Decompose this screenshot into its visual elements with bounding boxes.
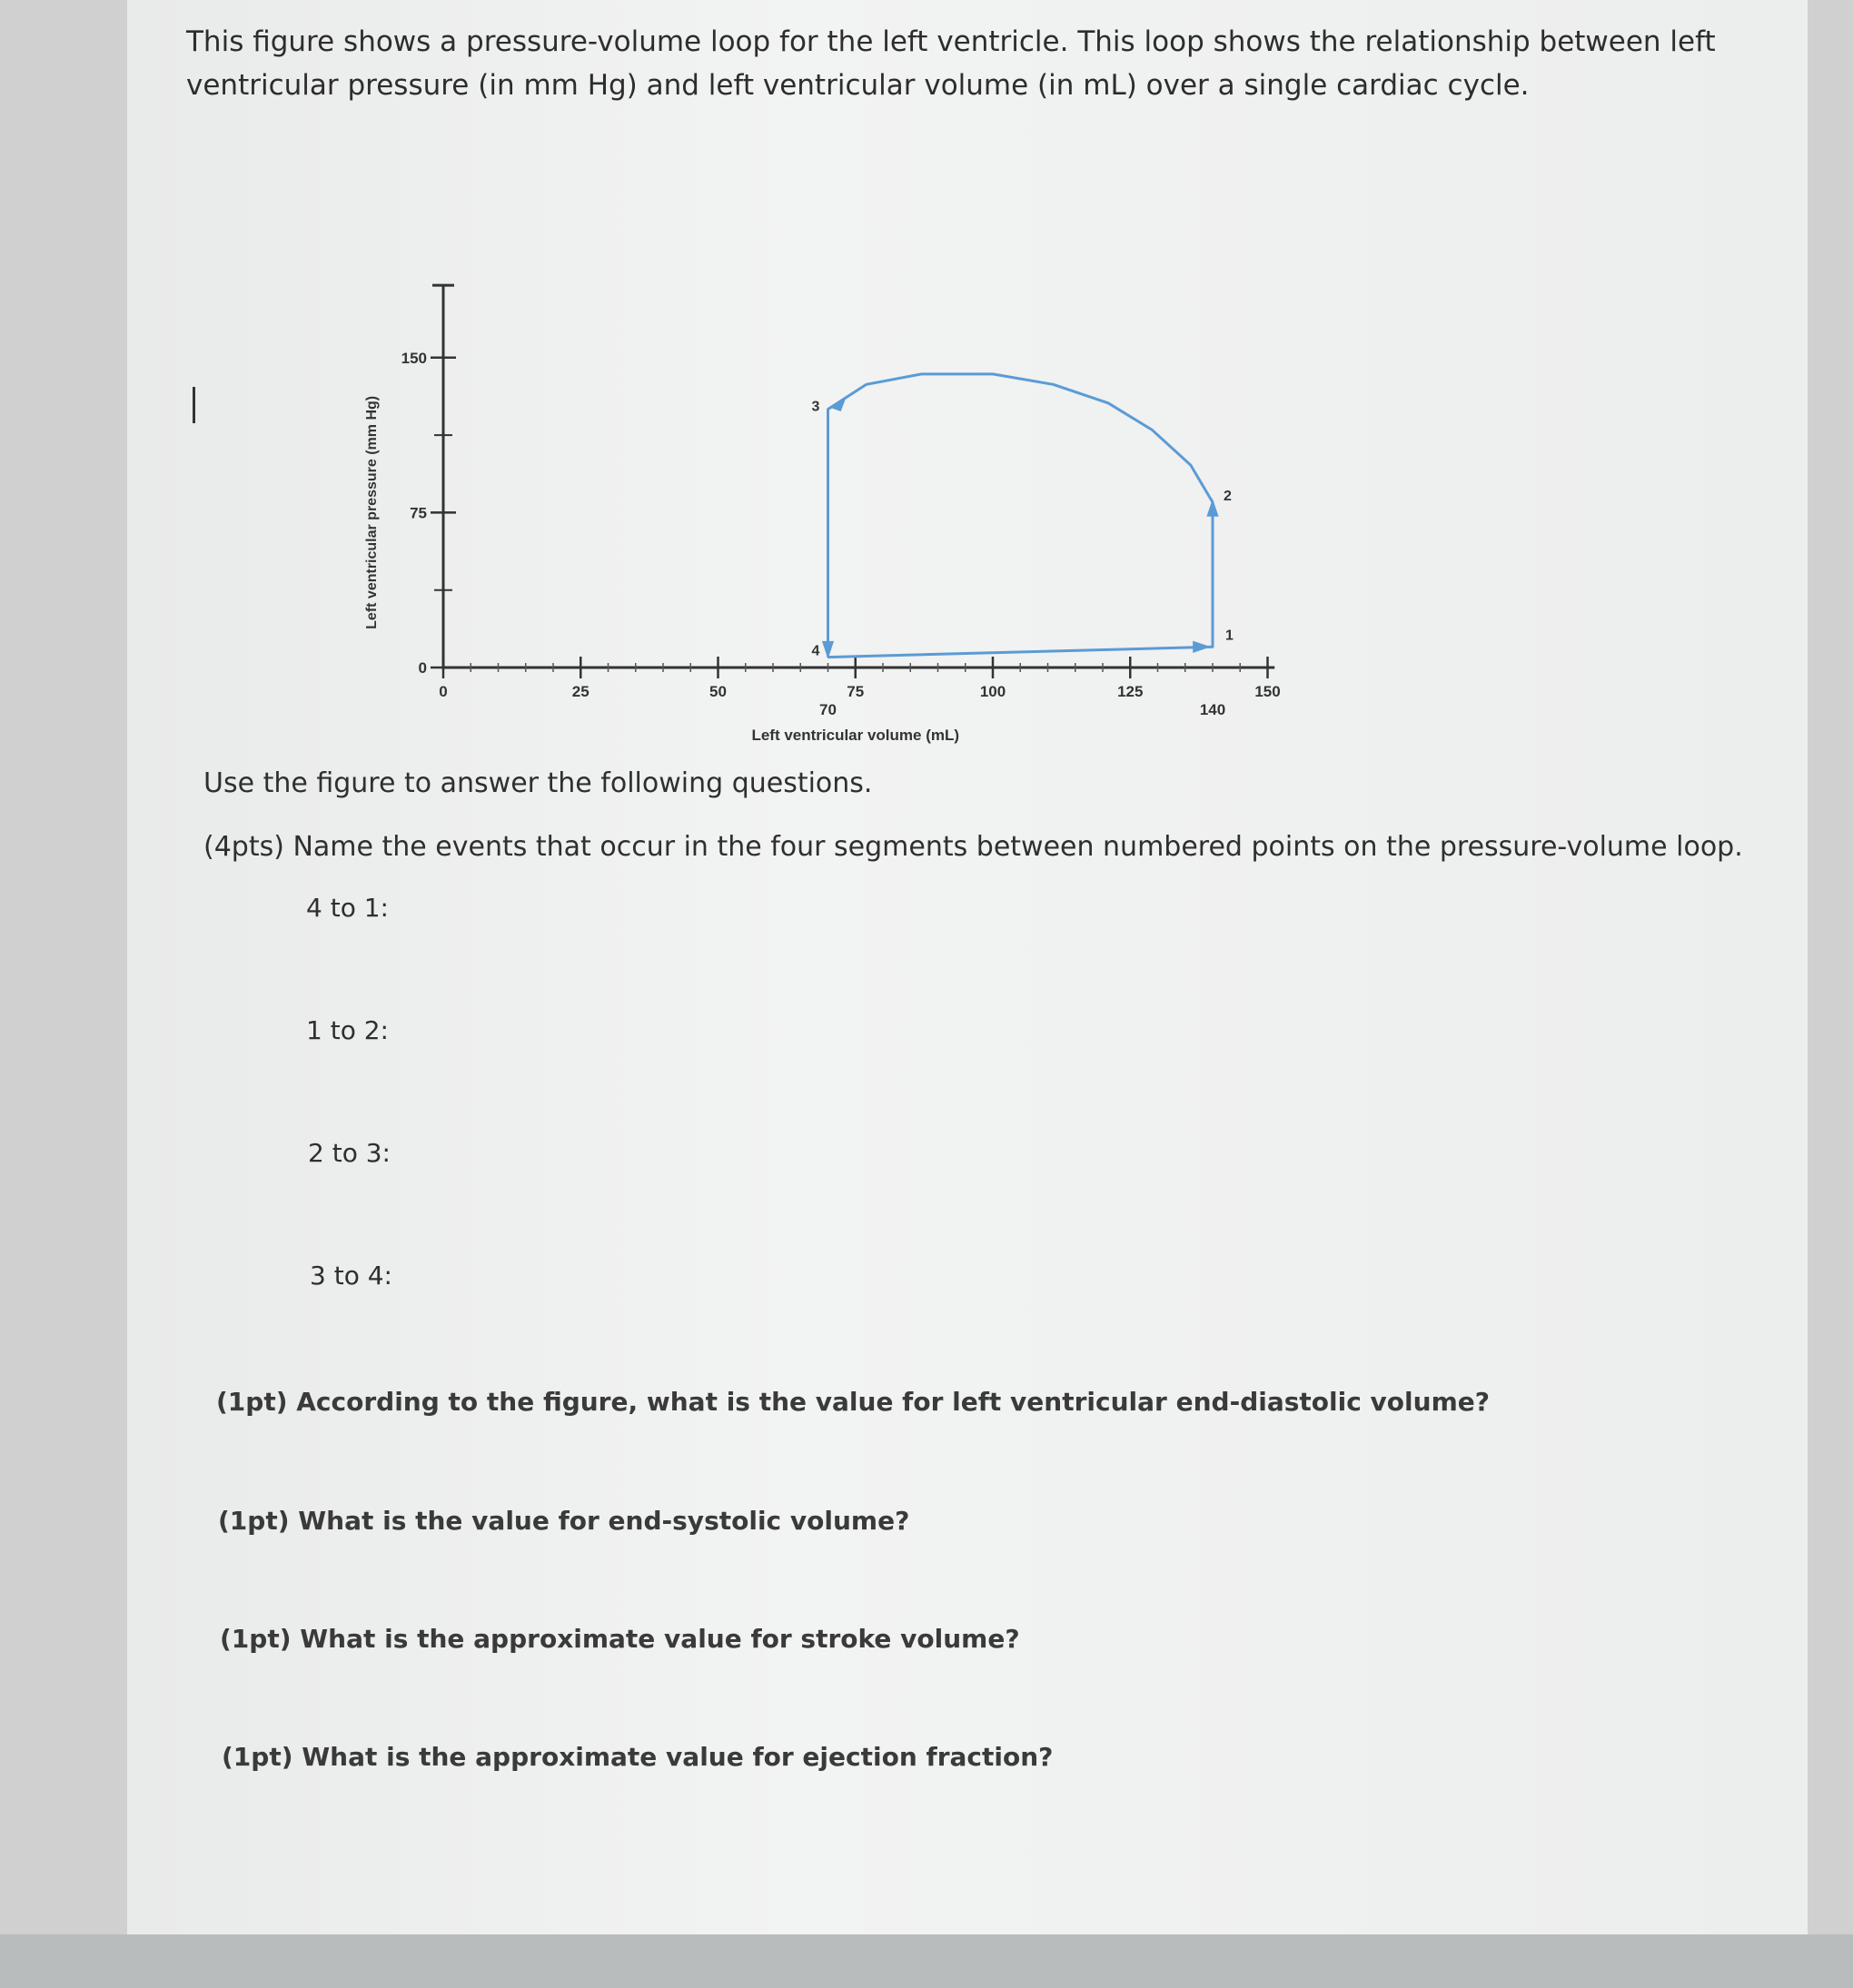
text-cursor	[193, 387, 195, 423]
intro-paragraph: This figure shows a pressure-volume loop for the left ventricle. This loop shows the relationship between left ventricular pressure (in mm Hg) and left ventricular volume (in mL) over a single cardiac cycle.	[186, 25, 1716, 102]
y-tick-label: 75	[410, 504, 427, 522]
segment-2-to-3: 2 to 3:	[308, 1138, 391, 1168]
y-tick-label: 150	[401, 349, 427, 367]
question-edv: (1pt) According to the figure, what is the value for left ventricular end-diastolic volume?	[216, 1387, 1490, 1417]
chart-loop	[822, 374, 1219, 659]
x-axis-title: Left ventricular volume (mL)	[751, 727, 960, 744]
segment-3-to-4: 3 to 4:	[310, 1261, 392, 1291]
x-tick-label: 150	[1254, 683, 1281, 700]
question-esv: (1pt) What is the value for end-systolic volume?	[218, 1506, 910, 1536]
point-label-2: 2	[1224, 489, 1232, 504]
x-tick-label: 50	[709, 683, 727, 700]
y-tick-label: 0	[418, 659, 427, 677]
x-tick-label: 125	[1117, 683, 1144, 700]
chart-point-labels	[812, 400, 1234, 659]
x-tick-label: 100	[979, 683, 1006, 700]
pressure-volume-loop	[828, 374, 1214, 658]
chart-axes	[364, 285, 1274, 744]
events-question: (4pts) Name the events that occur in the four segments between numbered points on the pressure-volume loop.	[203, 831, 1743, 863]
x-tick-label: 75	[847, 683, 865, 700]
point-label-3: 3	[811, 399, 820, 415]
arrow-to-point-2	[1206, 499, 1218, 517]
pressure-volume-chart	[345, 136, 1281, 772]
question-ejection-fraction: (1pt) What is the approximate value for ejection fraction?	[222, 1742, 1054, 1772]
x-tick-label: 0	[439, 683, 448, 700]
arrow-to-point-1	[1193, 641, 1211, 653]
x-tick-label: 25	[571, 683, 590, 700]
instructions-text: Use the figure to answer the following questions.	[203, 767, 873, 799]
y-axis-title: Left ventricular pressure (mm Hg)	[364, 395, 380, 629]
segment-4-to-1: 4 to 1:	[306, 893, 389, 923]
segment-1-to-2: 1 to 2:	[306, 1015, 389, 1045]
point-label-4: 4	[811, 643, 820, 659]
point-label-1: 1	[1225, 628, 1234, 644]
question-stroke-volume: (1pt) What is the approximate value for stroke volume?	[220, 1624, 1020, 1654]
bottom-bar	[0, 1934, 1853, 1988]
x-extra-label: 70	[819, 701, 837, 718]
x-extra-label: 140	[1199, 701, 1226, 718]
